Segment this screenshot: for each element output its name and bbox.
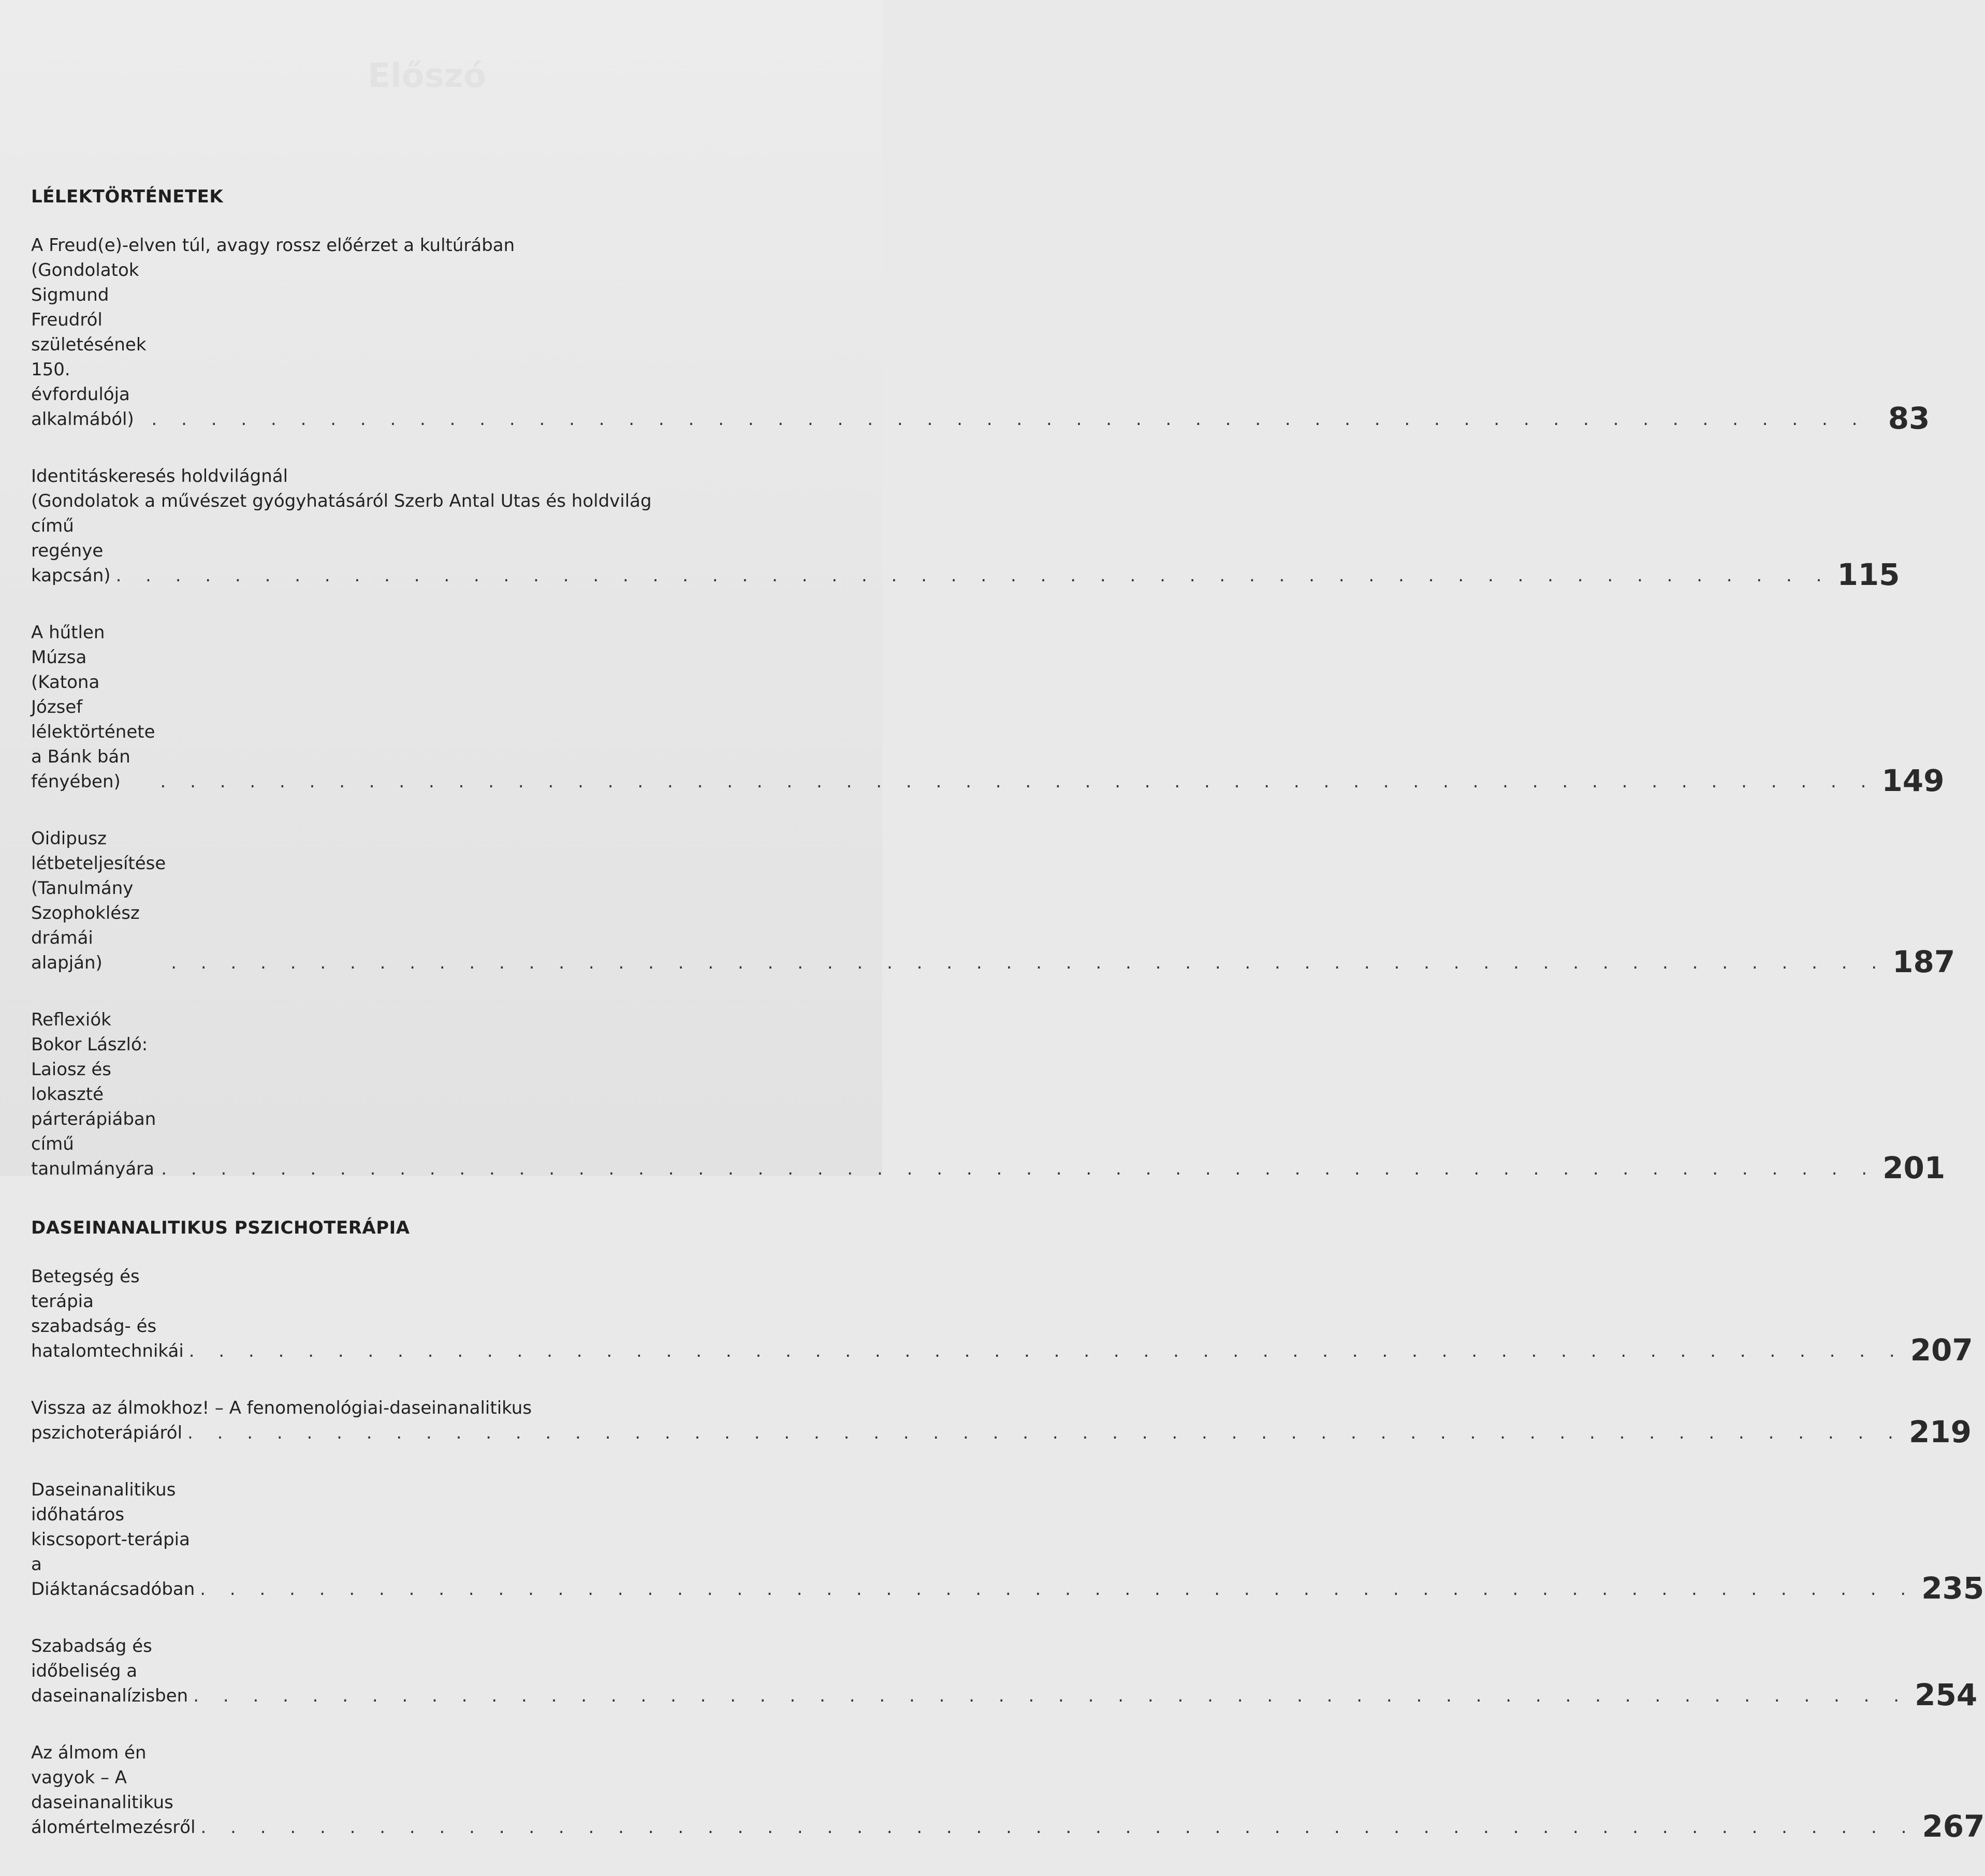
show-through-title: Előszó bbox=[368, 57, 486, 95]
toc-entry bbox=[31, 1740, 1985, 1844]
page-number: 219 bbox=[1908, 1414, 1972, 1449]
page-number: 83 bbox=[1888, 401, 1930, 436]
section-heading: LÉLEKTÖRTÉNETEK bbox=[31, 186, 224, 207]
entry-title bbox=[31, 620, 1881, 794]
entry-title-last-line bbox=[31, 1007, 1882, 1181]
page-number: 267 bbox=[1922, 1809, 1985, 1844]
toc-entry bbox=[31, 826, 1955, 979]
dot-leader: . . . . . . . . . . . . . . . . . . . . . . . . . . . . . . . . . . . . . . . . . . . . . . . . . . . . . . . . . . bbox=[200, 1817, 1916, 1838]
entry-title-line: Identitáskeresés holdvilágnál bbox=[31, 466, 288, 487]
entry-title bbox=[31, 1740, 1922, 1840]
dot-leader: . . . . . . . . . . . . . . . . . . . . . . . . . . . . . . . . . . . . . . . . . . . . . . . . . . . . . . . . . . bbox=[171, 952, 1887, 973]
page-number: 254 bbox=[1915, 1677, 1978, 1712]
toc-entries bbox=[31, 1264, 1985, 1844]
dot-leader: . . . . . . . . . . . . . . . . . . . . . . . . . . . . . . . . . . . . . . . . . . . . . . . . . . . . . . . . . . bbox=[187, 1423, 1903, 1443]
entry-title-line: Szabadság és időbeliség a daseinanalízisben bbox=[31, 1636, 188, 1706]
dot-leader: . . . . . . . . . . . . . . . . . . . . . . . . . . . . . . . . . . . . . . . . . . . . . . . . . . . . . . . . . . bbox=[188, 1341, 1904, 1361]
toc-entry bbox=[31, 464, 1900, 592]
toc-entry bbox=[31, 1634, 1978, 1712]
entry-title bbox=[31, 464, 1837, 588]
entry-title-line: Az álmom én vagyok – A daseinanalitikus álomértelmezésről bbox=[31, 1742, 196, 1838]
entry-title-line: A hűtlen Múzsa (Katona József lélektörténete a Bánk bán fényében) bbox=[31, 622, 155, 792]
entry-title bbox=[31, 826, 1892, 975]
dot-leader: . . . . . . . . . . . . . . . . . . . . . . . . . . . . . . . . . . . . . . . . . . . . . . . . . . . . . . . . . . bbox=[200, 1579, 1916, 1600]
entry-title-line: Oidipusz létbeteljesítése (Tanulmány Szophoklész drámái alapján) bbox=[31, 828, 166, 973]
toc-entry bbox=[31, 1007, 1946, 1185]
dot-leader: . . . . . . . . . . . . . . . . . . . . . . . . . . . . . . . . . . . . . . . . . . . . . . . . . . . . . . . . . . bbox=[161, 1159, 1877, 1179]
entry-title-line: Daseinanalitikus időhatáros kiscsoport-terápia a Diáktanácsadóban bbox=[31, 1479, 195, 1600]
toc-section-daseinanalitikus bbox=[31, 1218, 1985, 1844]
page-number: 207 bbox=[1910, 1332, 1973, 1368]
entry-title-last-line bbox=[31, 826, 1892, 975]
entry-title-line: Reflexiók Bokor László: Laiosz és lokaszté párterápiában című tanulmányára bbox=[31, 1009, 156, 1179]
section-heading: DASEINANALITIKUS PSZICHOTERÁPIA bbox=[31, 1218, 410, 1238]
table-of-contents bbox=[31, 186, 1985, 1876]
toc-entry bbox=[31, 1477, 1984, 1606]
toc-entry bbox=[31, 1264, 1973, 1368]
entry-title bbox=[31, 1396, 1909, 1445]
toc-entry bbox=[31, 1396, 1972, 1449]
entry-title-line: pszichoterápiáról bbox=[31, 1423, 183, 1443]
page-number: 187 bbox=[1892, 944, 1955, 979]
toc-section-lelektortenetek bbox=[31, 186, 1955, 1185]
dot-leader: . . . . . . . . . . . . . . . . . . . . . . . . . . . . . . . . . . . . . . . . . . . . . . . . . . . . . . . . . . bbox=[193, 1686, 1909, 1706]
page-number: 235 bbox=[1921, 1571, 1984, 1606]
entry-title-last-line bbox=[31, 1420, 1909, 1445]
dot-leader: . . . . . . . . . . . . . . . . . . . . . . . . . . . . . . . . . . . . . . . . . . . . . . . . . . . . . . . . . . bbox=[160, 771, 1876, 792]
entry-title bbox=[31, 1007, 1882, 1181]
entry-title-line: (Gondolatok a művészet gyógyhatásáról Szerb Antal Utas és holdvilág bbox=[31, 491, 652, 511]
page-number: 149 bbox=[1881, 763, 1945, 798]
toc-entry bbox=[31, 620, 1945, 798]
entry-title bbox=[31, 1477, 1921, 1602]
page-number: 115 bbox=[1837, 557, 1900, 592]
dot-leader: . . . . . . . . . . . . . . . . . . . . . . . . . . . . . . . . . . . . . . . . . . . . . . . . . . . . . . . . . . bbox=[115, 565, 1831, 586]
entry-title-line: A Freud(e)-elven túl, avagy rossz előérzet a kultúrában bbox=[31, 235, 515, 256]
entry-title bbox=[31, 233, 1873, 432]
entry-title-line: Vissza az álmokhoz! – A fenomenológiai-daseinanalitikus bbox=[31, 1398, 532, 1418]
entry-title-line: című regénye kapcsán) bbox=[31, 516, 111, 586]
entry-title-last-line bbox=[31, 514, 1837, 588]
entry-title-line: (Gondolatok Sigmund Freudról születésének 150. évfordulója alkalmából) bbox=[31, 260, 147, 430]
toc-entries bbox=[31, 233, 1955, 1185]
entry-title-last-line bbox=[31, 1264, 1910, 1364]
entry-title-last-line bbox=[31, 1477, 1921, 1602]
entry-title-last-line bbox=[31, 620, 1881, 794]
entry-title bbox=[31, 1264, 1910, 1364]
toc-entry bbox=[31, 233, 1930, 436]
entry-title-line: Betegség és terápia szabadság- és hatalomtechnikái bbox=[31, 1266, 184, 1361]
entry-title bbox=[31, 1634, 1915, 1708]
dot-leader: . . . . . . . . . . . . . . . . . . . . . . . . . . . . . . . . . . . . . . . . . . . . . . . . . . . . . . . . . . bbox=[151, 409, 1867, 430]
entry-title-last-line bbox=[31, 258, 1873, 432]
page-number: 201 bbox=[1882, 1150, 1946, 1185]
entry-title-last-line bbox=[31, 1634, 1915, 1708]
entry-title-last-line bbox=[31, 1740, 1922, 1840]
